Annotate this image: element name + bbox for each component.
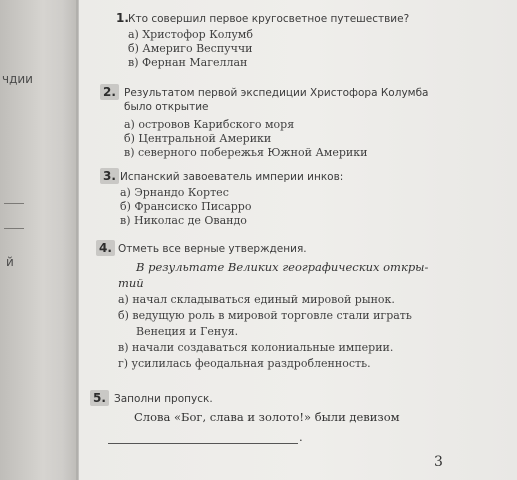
question-text: было открытие — [124, 101, 209, 113]
answer-option: б) Центральной Америки — [124, 132, 272, 145]
answer-option: а) Эрнандо Кортес — [120, 186, 229, 199]
answer-option: б) ведущую роль в мировой торговле стали играть — [118, 309, 412, 322]
question-text: Результатом первой экспедиции Христофора Колумба — [124, 87, 429, 99]
question-number: 5. — [90, 390, 109, 406]
sentence-end-mark: . — [299, 430, 303, 444]
left-page-line — [4, 228, 24, 229]
answer-blank-line[interactable] — [108, 443, 298, 444]
gutter-line — [76, 0, 79, 480]
answer-option: в) северного побережья Южной Америки — [124, 146, 368, 159]
answer-option: а) островов Карибского моря — [124, 118, 295, 131]
question-number: 3. — [100, 168, 119, 184]
question-prompt-italic: В результате Великих географических откры- — [136, 260, 429, 274]
question-text: Кто совершил первое кругосветное путешествие? — [128, 13, 410, 25]
answer-option: в) Фернан Магеллан — [128, 56, 248, 69]
answer-option: б) Франсиско Писарро — [120, 200, 252, 213]
answer-option: в) Николас де Овандо — [120, 214, 247, 227]
left-page-fragment: й — [6, 255, 14, 269]
question-number: 1. — [116, 11, 129, 25]
question-number: 4. — [96, 240, 115, 256]
question-number: 2. — [100, 84, 119, 100]
left-page-line — [4, 203, 24, 204]
worksheet-page — [80, 0, 517, 480]
question-text: Отметь все верные утверждения. — [118, 243, 307, 255]
fill-in-sentence: Слова «Бог, слава и золото!» были девизом — [134, 410, 400, 424]
answer-option: в) начали создаваться колониальные империи. — [118, 341, 394, 354]
answer-option-continuation: Венеция и Генуя. — [136, 325, 239, 338]
answer-option: г) усилилась феодальная раздробленность. — [118, 357, 371, 370]
question-prompt-italic: тий — [118, 276, 144, 290]
page-number: 3 — [434, 454, 443, 470]
question-text: Испанский завоеватель империи инков: — [120, 171, 344, 183]
question-text: Заполни пропуск. — [114, 393, 213, 405]
answer-option: а) начал складываться единый мировой рынок. — [118, 293, 395, 306]
answer-option: б) Америго Веспуччи — [128, 42, 253, 55]
left-page-fragment: чдии — [2, 72, 33, 86]
answer-option: а) Христофор Колумб — [128, 28, 253, 41]
